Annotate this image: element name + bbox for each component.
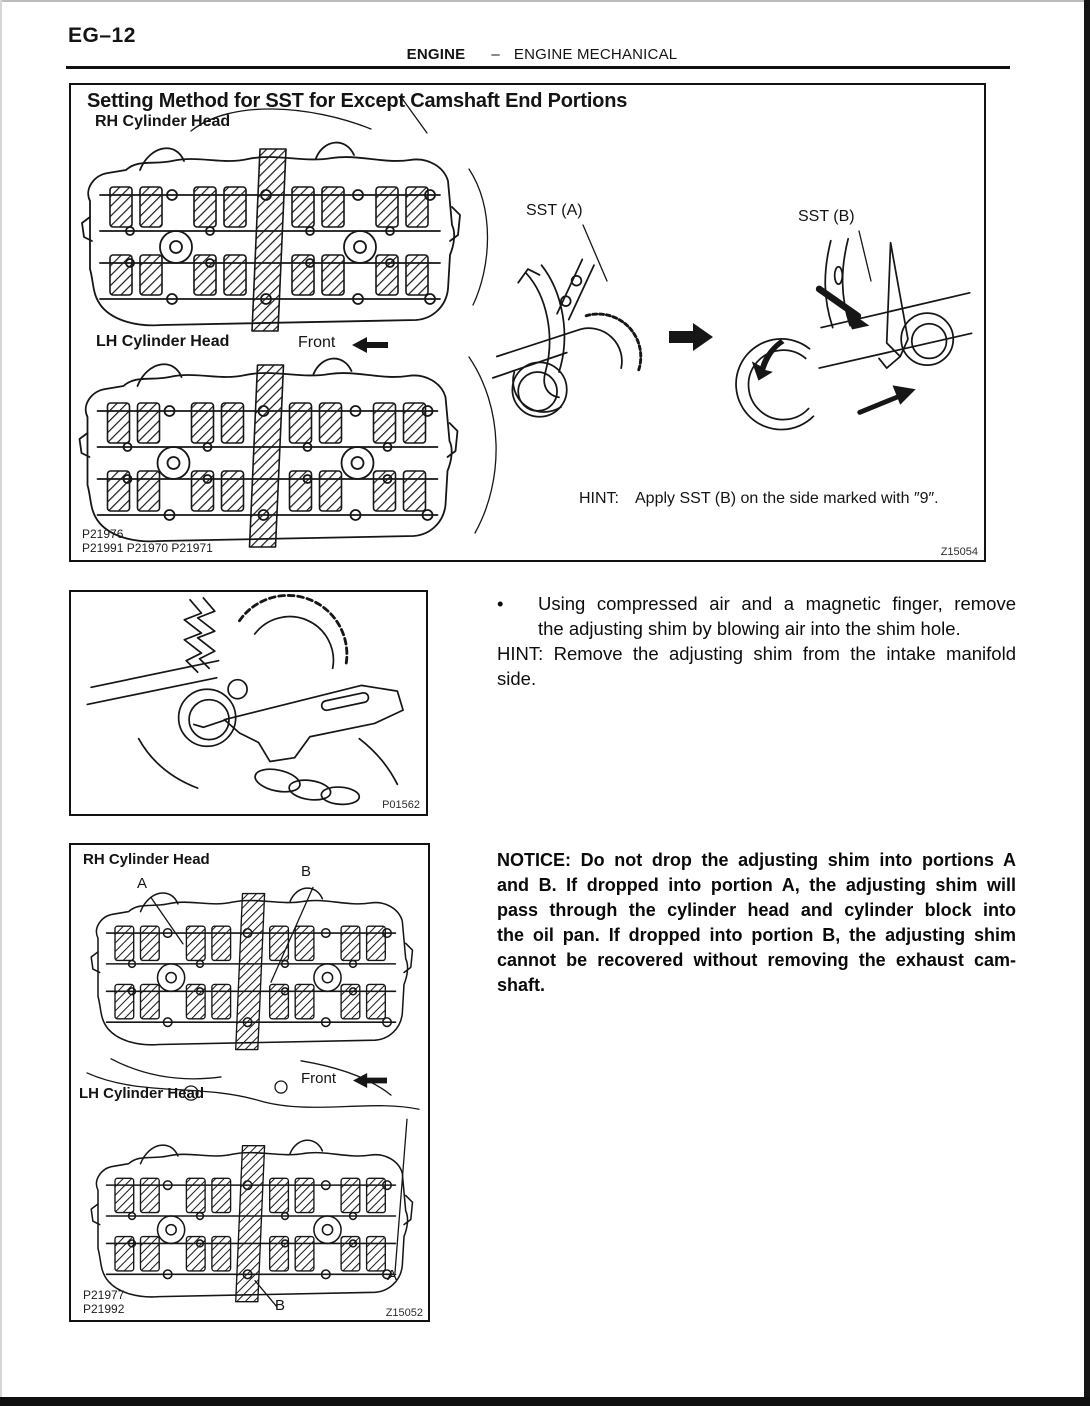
scan-edge-right [1084, 0, 1090, 1406]
notice-line: shaft. [497, 975, 546, 995]
figure1-hint [579, 490, 939, 508]
figure1-title: Setting Method for SST for Except Camshaft End Portions [87, 90, 628, 112]
scan-edge-top [0, 0, 1090, 2]
portion-b-top-label: B [301, 863, 312, 880]
running-header-subsection: ENGINE MECHANICAL [513, 46, 678, 63]
figure3-front-label: Front [301, 1070, 337, 1087]
photo-code-line: P21976 [82, 527, 124, 541]
sst-b-drawing [736, 239, 972, 430]
running-header [0, 46, 1084, 63]
figure2-code: P01562 [382, 799, 420, 811]
scan-edge-left [0, 0, 2, 1397]
portion-b-bottom-label: B [275, 1297, 286, 1314]
notice-line: pass through the cylinder head and cylinder block into [497, 900, 1016, 920]
notice-line: the oil pan. If dropped into portion B, the adjusting shim [497, 925, 1016, 945]
bullet-marker: • [497, 593, 504, 614]
figure1-code: Z15054 [940, 546, 978, 558]
figure1-hint-text: Apply SST (B) on the side marked with ″9″. [635, 490, 939, 507]
page-number: EG–12 [68, 24, 136, 47]
notice-line: cannot be recovered without removing the exhaust cam- [497, 950, 1016, 970]
air-gun-illustration [71, 592, 426, 814]
front-arrow-icon [353, 1072, 387, 1089]
running-header-section: ENGINE [406, 46, 466, 63]
step-arrow-icon [669, 323, 713, 351]
hint-line: HINT: Remove the adjusting shim from the intake manifold [497, 643, 1016, 664]
notice-paragraph [497, 848, 1016, 998]
rh-cylinder-head-drawing [82, 143, 460, 331]
figure-portions-a-b [69, 843, 430, 1322]
sst-b-label: SST (B) [798, 208, 855, 225]
sst-a-label: SST (A) [526, 202, 583, 219]
figure3-photo-codes [83, 1288, 124, 1316]
figure3-rh-label: RH Cylinder Head [83, 851, 210, 868]
photo-code-line: P21991 P21970 P21971 [82, 541, 213, 555]
portion-a-top-label: A [137, 875, 148, 892]
lh-cylinder-head-drawing [80, 359, 458, 547]
sst-a-drawing [493, 259, 641, 416]
notice-line: and B. If dropped into portion A, the adjusting shim will [497, 875, 1016, 895]
sst-setting-illustration [71, 85, 984, 560]
hint-paragraph [497, 641, 1016, 691]
air-gun-drawing [87, 595, 403, 805]
lh-cylinder-head-drawing [91, 1140, 412, 1302]
bullet-line: Using compressed air and a magnetic finger, remove [538, 593, 1016, 614]
figure-sst-setting-method [69, 83, 986, 562]
running-header-separator: – [491, 46, 500, 63]
figure1-hint-label: HINT: [579, 490, 619, 507]
header-rule [66, 66, 1010, 69]
bullet-line: the adjusting shim by blowing air into the shim hole. [538, 618, 961, 639]
bullet-paragraph [538, 591, 1016, 641]
photo-code-line: P21977 [83, 1288, 125, 1302]
figure1-lh-label: LH Cylinder Head [96, 333, 230, 350]
figure1-front-label: Front [298, 334, 336, 351]
portion-a-bottom-label: A [387, 1267, 398, 1284]
rh-cylinder-head-drawing [91, 888, 412, 1050]
figure-air-gun [69, 590, 428, 816]
scan-edge-bottom [0, 1397, 1090, 1406]
figure1-rh-label: RH Cylinder Head [95, 113, 231, 130]
figure3-lh-label: LH Cylinder Head [79, 1085, 205, 1102]
notice-line: NOTICE: Do not drop the adjusting shim into portions A [497, 850, 1016, 870]
figure1-photo-codes [82, 527, 213, 555]
figure3-code: Z15052 [385, 1307, 423, 1319]
hint-line: side. [497, 668, 537, 689]
photo-code-line: P21992 [83, 1302, 125, 1316]
front-arrow-icon [352, 336, 388, 354]
